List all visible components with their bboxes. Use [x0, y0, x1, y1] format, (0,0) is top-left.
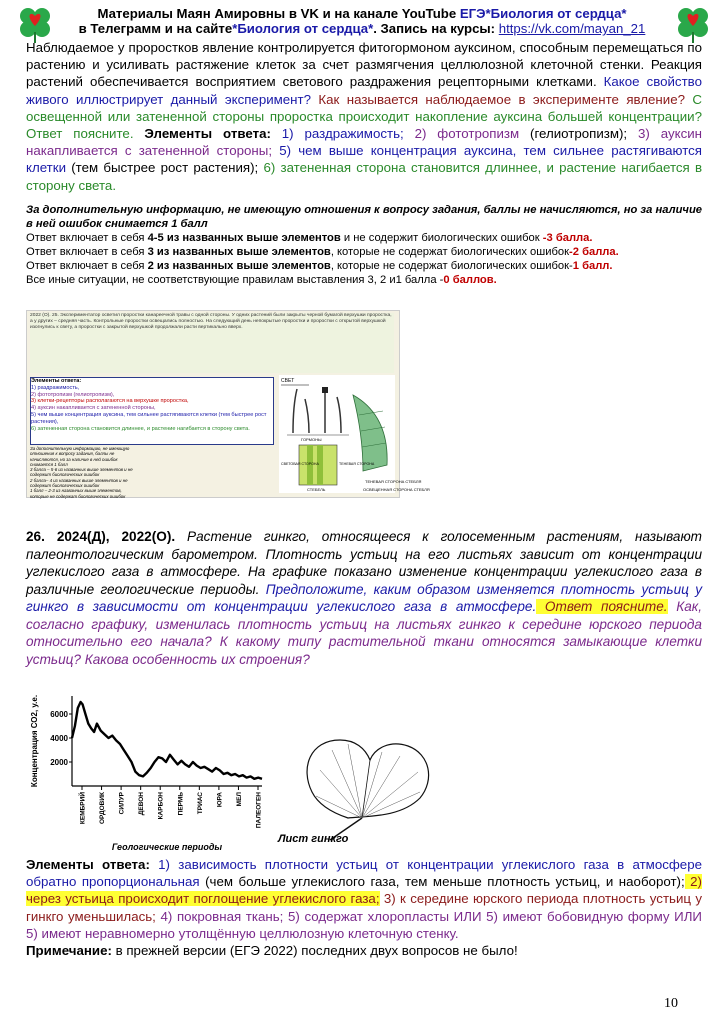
lit-cells-label: ОСВЕЩЕННАЯ СТОРОНА СТЕБЛЯ [363, 487, 430, 492]
note-label: Примечание: [26, 943, 112, 959]
note-text: в прежней версии (ЕГЭ 2022) последних двух вопросов не было! [111, 943, 518, 959]
answer-item: 6) затененная сторона становится длиннее, и растение нагибается в сторону света. [26, 160, 703, 193]
answer-item: 2) фототропизм [403, 126, 520, 142]
header-text: в Телеграмм и на сайте [78, 21, 233, 36]
figure-item: 3) клетки-рецепторы располагаются на верхушке проростка, [31, 398, 189, 405]
vk-link[interactable]: https://vk.com/mayan_21 [498, 21, 646, 36]
scoring-note: За дополнительную информацию, не имеющую отношения к вопросу задания, баллы не начисляются, но за наличие в ней ошибок снимается 1 балл [26, 204, 702, 230]
answer-item: 1) зависимость плотности устьиц от концентрации углекислого газа в атмосфере обратно пропорциональная [26, 857, 702, 890]
header-site-name: *Биология от сердца* [232, 21, 374, 36]
q26-text [26, 528, 702, 668]
shade-cells-label: ТЕНЕВАЯ СТОРОНА СТЕБЛЯ [365, 479, 422, 484]
q26-explain-highlight: Ответ поясните. [536, 599, 668, 614]
q26-intro: Растение гинкго, относящееся к голосеменным растениям, называют палеонтологическим барометром. Плотность устьиц на его листьях зависит от концентрации углекислого газа в атмосфере. На графике показано изменение концентрации углекислого газа в различные геологические периоды. [26, 529, 702, 597]
score-text: и не содержит биологических ошибок [340, 232, 543, 244]
question-number: 26 [26, 529, 42, 544]
score-text: Ответ включает в себя [26, 246, 148, 258]
answer-item: (тем быстрее рост растения); [66, 160, 259, 176]
co2-series-line [72, 702, 262, 779]
q26-question-2: Как, согласно графику, изменилась плотность устьиц на листьях гинкго к середине юрского периода относительно его начала? [26, 599, 703, 649]
light-side-label: СВЕТОВАЯ СТОРОНА [281, 462, 319, 466]
ginkgo-leaf-drawing [270, 700, 450, 850]
question-years: 2024(Д), 2022(О). [56, 529, 176, 544]
period-label: МЕЛ [235, 792, 243, 807]
period-label: ПЕРМЬ [177, 792, 185, 816]
figure-elements-title: Элементы ответа: [31, 378, 82, 384]
period-label: СИЛУР [118, 792, 126, 815]
answer-item: (чем больше углекислого газа, тем меньше плотность устьиц, и наоборот); [199, 874, 685, 890]
period-label: ТРИАС [196, 792, 204, 815]
figure-scoring [30, 446, 138, 499]
score-value: -2 балла. [569, 246, 619, 258]
stem-label: СТЕБЕЛЬ [307, 487, 326, 492]
header-text: Материалы Маян Амировны в VK и на канале YouTube [97, 6, 460, 21]
score-value: 0 баллов. [443, 274, 497, 286]
answer-item: (гелиотропизм); [519, 126, 628, 142]
q25-text [26, 39, 702, 194]
figure-item: 1) раздражимость, [31, 384, 80, 391]
q25-question-1: Какое свойство живого иллюстрирует данный эксперимент? [26, 74, 702, 107]
x-axis-label: Геологические периоды [111, 842, 223, 852]
header-text: . Запись на курсы: [373, 21, 499, 36]
answer-elements-label: Элементы ответа: [133, 126, 271, 142]
seedling-diagram [279, 375, 430, 493]
y-tick-label: 2000 [50, 758, 68, 767]
figure-score-line: 1 балл – 2-3 из названных выше элементов, которые не содержат биологических ошибок [30, 488, 126, 499]
hormone-label: ГОРМОНЫ [301, 437, 322, 442]
answer-item: 5) чем выше концентрация ауксина, тем сильнее растягиваются клетки [26, 143, 702, 176]
figure-item: 2) фототропизм (гелиотропизм), [31, 391, 115, 398]
answer-item: 4) покровная ткань; [155, 908, 284, 924]
leaf-label: Лист гинкго [278, 833, 349, 845]
figure-score-line: 2 балла– 4 из названных выше элементов и не содержит биологических ошибок [30, 477, 128, 489]
period-label: ПАЛЕОГЕН [255, 792, 263, 829]
period-label: ОРДОВИК [99, 792, 107, 825]
q25-question-2: Как называется наблюдаемое в эксперименте явление? [311, 91, 685, 107]
page-header [62, 6, 662, 36]
figure-score-line: За дополнительную информацию, не имеющую отношения к вопросу задания, баллы не начисляются, но за наличие в ней ошибок снимается 1 балл [30, 446, 130, 467]
q26-question-1: Предположите, каким образом изменяется плотность устьиц у гинкго в зависимости от концентрации углекислого газа в атмосфере. [26, 581, 702, 614]
answer-item: 3) ауксин накапливается с затененной стороны; [26, 126, 702, 159]
task-screenshot-figure [26, 310, 430, 499]
period-label: ЮРА [216, 792, 224, 808]
period-label: КЕМБРИЙ [79, 792, 87, 825]
score-text: , которые не содержат биологических ошибок [330, 246, 570, 258]
shade-side-label: ТЕНЕВАЯ СТОРОНА [339, 462, 375, 466]
co2-line-chart [26, 690, 266, 854]
period-label: КАРБОН [157, 792, 165, 820]
score-text: , которые не содержат биологических ошибок- [330, 260, 573, 272]
scoring-rules [26, 231, 702, 287]
figure-item: 6) затененная сторона становится длиннее, и растение нагибается в сторону света. [31, 425, 250, 432]
score-value: -3 балла. [542, 232, 593, 244]
q25-question-3: С освещенной или затененной стороны проростка происходит накопление ауксина большей концентрации? Ответ поясните. [26, 91, 702, 142]
question-number-dot: . [41, 529, 57, 544]
clover-heart-logo-icon [664, 2, 722, 44]
clover-heart-logo-icon [6, 2, 64, 44]
figure-answer-box [30, 377, 274, 445]
score-text: Все иные ситуации, не соответствующие правилам выставления 3, 2 и1 балла - [26, 274, 444, 286]
score-text: 2 из названных выше элементов [147, 260, 331, 272]
score-text: 4-5 из названных выше элементов [147, 232, 341, 244]
period-label: ДЕВОН [138, 792, 146, 816]
score-text: Ответ включает в себя [26, 260, 148, 272]
answer-item: 5) содержат хлоропласты ИЛИ 5) имеют бобовидную форму ИЛИ 5) имеют неравномерно утолщённую целлюлозную клеточную стенку. [26, 908, 702, 941]
y-tick-label: 6000 [50, 710, 68, 719]
figure-item: 5) чем выше концентрация ауксина, тем сильнее растягиваются клетки (тем быстрее рост растения), [31, 411, 267, 425]
page-number: 10 [664, 996, 678, 1011]
light-label: СВЕТ [281, 378, 295, 384]
answer-item: 3) к середине юрского периода плотность устьиц у гинкго уменьшилась; [26, 891, 703, 924]
score-text: Ответ включает в себя [26, 232, 148, 244]
answer-elements-label: Элементы ответа: [26, 857, 150, 872]
score-value: 1 балл. [572, 260, 613, 272]
figure-item: 4) ауксин накапливается с затененной стороны, [31, 405, 156, 412]
q25-intro: Наблюдаемое у проростков явление контролируется фитогормоном ауксином, способным перемещаться по растению и усиливать растяжение клеток за счет размягчения целлюлозной клеточной стенки. Реакция растений обеспечивается восприятием светового раздражения рецепторными клетками. [26, 40, 702, 90]
answer-item: 1) раздражимость; [270, 126, 404, 142]
q26-answer [26, 856, 702, 959]
q26-question-3: К какому типу растительной ткани относятся замыкающие клетки устьиц? Какова особенность их строения? [26, 634, 703, 667]
answer-item-highlight: 2) через устьица происходит поглощение углекислого газа; [26, 874, 702, 907]
y-axis-label: Концентрация СО2, у.е. [30, 694, 39, 788]
score-text: 3 из названных выше элементов [147, 246, 331, 258]
figure-task-text: 2022 (О). 25. Экспериментатор осветил проростки канареечной травы с одной стороны. У одних растений были закрыты черной бумагой верхушки проростка, а у других – средняя часть. Контрольные проростки освещались полностью. На следующий день непокрытые проростки и проростки с открытой верхушкой изогнулись к свету, а проростки с закрытой верхушкой продолжали расти вертикально вверх. [30, 313, 394, 373]
header-course-name: ЕГЭ*Биология от сердца* [459, 6, 627, 21]
figure-score-line: 3 балла – 5-6 из названных выше элементов и не содержит биологических ошибок [30, 467, 133, 478]
y-tick-label: 4000 [50, 734, 68, 743]
